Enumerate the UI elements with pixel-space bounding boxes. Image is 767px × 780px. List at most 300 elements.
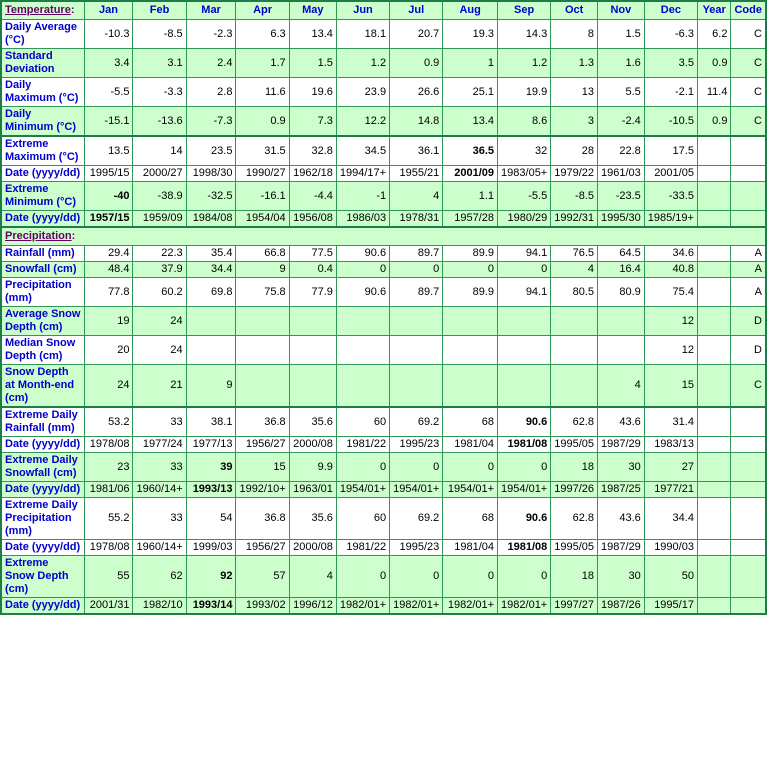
section-title-cell-temperature [1, 1, 84, 20]
value-cell: 4 [289, 556, 336, 598]
value-cell: 25.1 [443, 78, 498, 107]
value-cell: 80.5 [551, 278, 598, 307]
value-cell: -13.6 [133, 107, 186, 137]
value-cell: 1982/01+ [443, 598, 498, 615]
row-label: Extreme Maximum (°C) [1, 136, 84, 166]
value-cell: 1990/03 [644, 540, 697, 556]
value-cell: 34.4 [186, 262, 236, 278]
value-cell: -10.5 [644, 107, 697, 137]
value-cell: -38.9 [133, 182, 186, 211]
value-cell: 1987/26 [598, 598, 645, 615]
year-cell [697, 482, 730, 498]
table-row [1, 278, 766, 307]
value-cell: 32.8 [289, 136, 336, 166]
value-cell: 76.5 [551, 246, 598, 262]
value-cell: 3.1 [133, 49, 186, 78]
value-cell [443, 365, 498, 408]
value-cell: 0 [390, 262, 443, 278]
value-cell: -16.1 [236, 182, 289, 211]
value-cell: -2.3 [186, 20, 236, 49]
value-cell [289, 307, 336, 336]
value-cell: 0.4 [289, 262, 336, 278]
value-cell: 14 [133, 136, 186, 166]
code-cell: A [731, 262, 766, 278]
value-cell: 77.8 [84, 278, 133, 307]
value-cell: 75.4 [644, 278, 697, 307]
value-cell: 2000/08 [289, 540, 336, 556]
value-cell: 1997/27 [551, 598, 598, 615]
value-cell: 1981/08 [498, 437, 551, 453]
code-cell [731, 540, 766, 556]
value-cell [390, 365, 443, 408]
value-cell: -8.5 [133, 20, 186, 49]
table-row [1, 78, 766, 107]
value-cell: 16.4 [598, 262, 645, 278]
value-cell: 5.5 [598, 78, 645, 107]
value-cell [236, 336, 289, 365]
row-label: Date (yyyy/dd) [1, 211, 84, 228]
value-cell: 1977/13 [186, 437, 236, 453]
value-cell: 1.2 [498, 49, 551, 78]
value-cell: -6.3 [644, 20, 697, 49]
value-cell: 1981/22 [336, 540, 389, 556]
value-cell: 24 [133, 336, 186, 365]
value-cell: 12 [644, 336, 697, 365]
value-cell: 9 [236, 262, 289, 278]
table-row [1, 453, 766, 482]
value-cell: 1982/01+ [336, 598, 389, 615]
code-cell: A [731, 278, 766, 307]
row-label: Date (yyyy/dd) [1, 482, 84, 498]
value-cell: 1992/10+ [236, 482, 289, 498]
value-cell: 39 [186, 453, 236, 482]
value-cell: -32.5 [186, 182, 236, 211]
value-cell [186, 307, 236, 336]
value-cell: 1.1 [443, 182, 498, 211]
year-cell [697, 336, 730, 365]
month-header-jul: Jul [390, 1, 443, 20]
year-cell [697, 453, 730, 482]
row-label: Extreme Daily Rainfall (mm) [1, 407, 84, 437]
value-cell: 62.8 [551, 498, 598, 540]
value-cell [390, 307, 443, 336]
section-title-cell-precipitation [1, 227, 766, 246]
value-cell: 2001/09 [443, 166, 498, 182]
value-cell: 0 [390, 453, 443, 482]
value-cell: 28 [551, 136, 598, 166]
table-row [1, 246, 766, 262]
value-cell: 69.2 [390, 407, 443, 437]
value-cell: 8 [551, 20, 598, 49]
value-cell: 64.5 [598, 246, 645, 262]
value-cell: 60.2 [133, 278, 186, 307]
value-cell: 2.8 [186, 78, 236, 107]
value-cell: 0 [336, 453, 389, 482]
code-cell [731, 407, 766, 437]
value-cell: 1982/10 [133, 598, 186, 615]
row-label: Extreme Minimum (°C) [1, 182, 84, 211]
value-cell: 22.8 [598, 136, 645, 166]
value-cell: 1954/01+ [498, 482, 551, 498]
code-cell: C [731, 20, 766, 49]
value-cell: 1995/23 [390, 437, 443, 453]
month-header-dec: Dec [644, 1, 697, 20]
value-cell: 1963/01 [289, 482, 336, 498]
year-cell: 11.4 [697, 78, 730, 107]
year-cell: 0.9 [697, 107, 730, 137]
value-cell: 1981/08 [498, 540, 551, 556]
value-cell: 2000/27 [133, 166, 186, 182]
code-cell: C [731, 78, 766, 107]
table-row [1, 336, 766, 365]
month-header-apr: Apr [236, 1, 289, 20]
table-row [1, 211, 766, 228]
value-cell: 0 [443, 453, 498, 482]
value-cell: 1.6 [598, 49, 645, 78]
row-label: Snowfall (cm) [1, 262, 84, 278]
value-cell: 1982/01+ [390, 598, 443, 615]
code-cell [731, 482, 766, 498]
value-cell: -1 [336, 182, 389, 211]
value-cell: 0 [498, 556, 551, 598]
value-cell: 36.8 [236, 498, 289, 540]
value-cell: 37.9 [133, 262, 186, 278]
value-cell: 0.9 [236, 107, 289, 137]
value-cell: 1981/04 [443, 540, 498, 556]
table-row [1, 20, 766, 49]
value-cell: 1957/28 [443, 211, 498, 228]
value-cell: 1984/08 [186, 211, 236, 228]
code-cell: D [731, 336, 766, 365]
value-cell [236, 307, 289, 336]
value-cell [289, 336, 336, 365]
value-cell: 26.6 [390, 78, 443, 107]
value-cell: 75.8 [236, 278, 289, 307]
table-row [1, 262, 766, 278]
value-cell: 4 [598, 365, 645, 408]
code-cell [731, 437, 766, 453]
value-cell: 27 [644, 453, 697, 482]
value-cell: -3.3 [133, 78, 186, 107]
value-cell: 1992/31 [551, 211, 598, 228]
value-cell: 34.5 [336, 136, 389, 166]
year-header: Year [697, 1, 730, 20]
row-label: Daily Maximum (°C) [1, 78, 84, 107]
table-row [1, 49, 766, 78]
value-cell: 1993/14 [186, 598, 236, 615]
value-cell: 68 [443, 407, 498, 437]
month-header-oct: Oct [551, 1, 598, 20]
code-cell: C [731, 365, 766, 408]
value-cell [498, 365, 551, 408]
value-cell: 2000/08 [289, 437, 336, 453]
row-label: Median Snow Depth (cm) [1, 336, 84, 365]
value-cell: 43.6 [598, 407, 645, 437]
row-label: Extreme Daily Snowfall (cm) [1, 453, 84, 482]
code-cell [731, 556, 766, 598]
table-row [1, 307, 766, 336]
value-cell: 0 [336, 556, 389, 598]
month-header-feb: Feb [133, 1, 186, 20]
code-cell [731, 211, 766, 228]
code-cell: D [731, 307, 766, 336]
row-label: Date (yyyy/dd) [1, 598, 84, 615]
value-cell: 69.8 [186, 278, 236, 307]
value-cell: 55 [84, 556, 133, 598]
value-cell: -2.1 [644, 78, 697, 107]
value-cell: 0 [390, 556, 443, 598]
year-cell [697, 262, 730, 278]
table-row [1, 437, 766, 453]
value-cell: 24 [133, 307, 186, 336]
year-cell [697, 246, 730, 262]
row-label: Daily Minimum (°C) [1, 107, 84, 137]
value-cell: 1.2 [336, 49, 389, 78]
table-row [1, 182, 766, 211]
value-cell: 1956/08 [289, 211, 336, 228]
value-cell: 1978/31 [390, 211, 443, 228]
table-row [1, 598, 766, 615]
row-label: Standard Deviation [1, 49, 84, 78]
value-cell: 90.6 [498, 407, 551, 437]
value-cell: 89.9 [443, 278, 498, 307]
code-cell [731, 182, 766, 211]
month-header-sep: Sep [498, 1, 551, 20]
value-cell: 38.1 [186, 407, 236, 437]
value-cell: 15 [236, 453, 289, 482]
value-cell: 1995/17 [644, 598, 697, 615]
value-cell: 1.7 [236, 49, 289, 78]
year-cell: 6.2 [697, 20, 730, 49]
value-cell: 90.6 [336, 246, 389, 262]
value-cell: -4.4 [289, 182, 336, 211]
value-cell: 55.2 [84, 498, 133, 540]
value-cell: 0 [498, 262, 551, 278]
value-cell: 1987/25 [598, 482, 645, 498]
value-cell: 40.8 [644, 262, 697, 278]
value-cell: -2.4 [598, 107, 645, 137]
value-cell: 32 [498, 136, 551, 166]
table-row [1, 107, 766, 137]
value-cell: 30 [598, 556, 645, 598]
value-cell: 20.7 [390, 20, 443, 49]
row-label: Snow Depth at Month-end (cm) [1, 365, 84, 408]
value-cell: 0 [336, 262, 389, 278]
value-cell [498, 336, 551, 365]
value-cell: 1995/05 [551, 540, 598, 556]
value-cell: 89.7 [390, 246, 443, 262]
value-cell [551, 365, 598, 408]
value-cell [336, 336, 389, 365]
value-cell: 17.5 [644, 136, 697, 166]
value-cell: 80.9 [598, 278, 645, 307]
table-row [1, 556, 766, 598]
value-cell: 24 [84, 365, 133, 408]
value-cell: 60 [336, 498, 389, 540]
code-cell [731, 136, 766, 166]
value-cell: -5.5 [498, 182, 551, 211]
value-cell: 1981/06 [84, 482, 133, 498]
value-cell: 1978/08 [84, 540, 133, 556]
table-row [1, 136, 766, 166]
value-cell: 1979/22 [551, 166, 598, 182]
value-cell: 1954/04 [236, 211, 289, 228]
value-cell: 1995/15 [84, 166, 133, 182]
value-cell: 1995/23 [390, 540, 443, 556]
value-cell: -33.5 [644, 182, 697, 211]
year-cell [697, 437, 730, 453]
value-cell: 31.4 [644, 407, 697, 437]
value-cell: 1980/29 [498, 211, 551, 228]
code-cell [731, 498, 766, 540]
value-cell: 34.4 [644, 498, 697, 540]
value-cell: 6.3 [236, 20, 289, 49]
value-cell: 94.1 [498, 246, 551, 262]
value-cell: 0.9 [390, 49, 443, 78]
value-cell: 1995/30 [598, 211, 645, 228]
value-cell: 2.4 [186, 49, 236, 78]
row-label: Date (yyyy/dd) [1, 166, 84, 182]
row-label: Precipitation (mm) [1, 278, 84, 307]
value-cell: 1996/12 [289, 598, 336, 615]
value-cell: 8.6 [498, 107, 551, 137]
table-row [1, 365, 766, 408]
value-cell: 34.6 [644, 246, 697, 262]
value-cell [551, 336, 598, 365]
value-cell [236, 365, 289, 408]
section-title-link-precipitation[interactable]: Precipitation [5, 230, 72, 242]
value-cell: 43.6 [598, 498, 645, 540]
value-cell: 1960/14+ [133, 540, 186, 556]
value-cell: -40 [84, 182, 133, 211]
row-label: Daily Average (°C) [1, 20, 84, 49]
value-cell: 19.3 [443, 20, 498, 49]
value-cell: 21 [133, 365, 186, 408]
value-cell: 1.5 [598, 20, 645, 49]
year-cell: 0.9 [697, 49, 730, 78]
value-cell [289, 365, 336, 408]
value-cell: 23 [84, 453, 133, 482]
code-header: Code [731, 1, 766, 20]
value-cell: 1956/27 [236, 437, 289, 453]
value-cell: 1999/03 [186, 540, 236, 556]
value-cell: 1986/03 [336, 211, 389, 228]
value-cell: 13 [551, 78, 598, 107]
value-cell: 1961/03 [598, 166, 645, 182]
value-cell: 9.9 [289, 453, 336, 482]
value-cell: 1993/02 [236, 598, 289, 615]
section-header-row-precipitation [1, 227, 766, 246]
value-cell: 11.6 [236, 78, 289, 107]
row-label: Date (yyyy/dd) [1, 540, 84, 556]
value-cell: 1985/19+ [644, 211, 697, 228]
value-cell: 2001/31 [84, 598, 133, 615]
value-cell: 0 [498, 453, 551, 482]
year-cell [697, 211, 730, 228]
value-cell: 60 [336, 407, 389, 437]
value-cell: 69.2 [390, 498, 443, 540]
value-cell: 90.6 [336, 278, 389, 307]
value-cell [336, 307, 389, 336]
value-cell: 1983/13 [644, 437, 697, 453]
value-cell: 1954/01+ [336, 482, 389, 498]
value-cell: -10.3 [84, 20, 133, 49]
section-header-row-temperature [1, 1, 766, 20]
table-row [1, 407, 766, 437]
value-cell: 19.6 [289, 78, 336, 107]
year-cell [697, 136, 730, 166]
value-cell: 12 [644, 307, 697, 336]
value-cell: 1990/27 [236, 166, 289, 182]
value-cell: 35.4 [186, 246, 236, 262]
value-cell: 77.5 [289, 246, 336, 262]
value-cell: 31.5 [236, 136, 289, 166]
value-cell: 1993/13 [186, 482, 236, 498]
value-cell: 57 [236, 556, 289, 598]
climate-table-body [1, 1, 766, 614]
row-label: Extreme Snow Depth (cm) [1, 556, 84, 598]
value-cell [598, 336, 645, 365]
value-cell: 2001/05 [644, 166, 697, 182]
value-cell: 1995/05 [551, 437, 598, 453]
value-cell: 19 [84, 307, 133, 336]
value-cell: 50 [644, 556, 697, 598]
value-cell: 35.6 [289, 407, 336, 437]
value-cell: -7.3 [186, 107, 236, 137]
code-cell [731, 453, 766, 482]
value-cell: 90.6 [498, 498, 551, 540]
year-cell [697, 166, 730, 182]
value-cell: 29.4 [84, 246, 133, 262]
value-cell: 1978/08 [84, 437, 133, 453]
month-header-may: May [289, 1, 336, 20]
value-cell: 1959/09 [133, 211, 186, 228]
value-cell [390, 336, 443, 365]
value-cell: 62 [133, 556, 186, 598]
value-cell: 1994/17+ [336, 166, 389, 182]
year-cell [697, 407, 730, 437]
month-header-nov: Nov [598, 1, 645, 20]
year-cell [697, 307, 730, 336]
value-cell: 35.6 [289, 498, 336, 540]
value-cell: 77.9 [289, 278, 336, 307]
value-cell: 54 [186, 498, 236, 540]
section-title-link-temperature[interactable]: Temperature [5, 4, 71, 16]
value-cell: 13.4 [289, 20, 336, 49]
year-cell [697, 365, 730, 408]
value-cell [443, 336, 498, 365]
value-cell: 13.4 [443, 107, 498, 137]
value-cell: 53.2 [84, 407, 133, 437]
value-cell: 36.8 [236, 407, 289, 437]
value-cell: 1956/27 [236, 540, 289, 556]
year-cell [697, 556, 730, 598]
value-cell: 7.3 [289, 107, 336, 137]
value-cell: 1.5 [289, 49, 336, 78]
row-label: Extreme Daily Precipitation (mm) [1, 498, 84, 540]
table-row [1, 482, 766, 498]
value-cell: 1954/01+ [390, 482, 443, 498]
value-cell: 1997/26 [551, 482, 598, 498]
value-cell: 1998/30 [186, 166, 236, 182]
row-label: Date (yyyy/dd) [1, 437, 84, 453]
value-cell: -23.5 [598, 182, 645, 211]
value-cell: 33 [133, 407, 186, 437]
value-cell: 1962/18 [289, 166, 336, 182]
value-cell: 1955/21 [390, 166, 443, 182]
value-cell: 30 [598, 453, 645, 482]
value-cell [186, 336, 236, 365]
